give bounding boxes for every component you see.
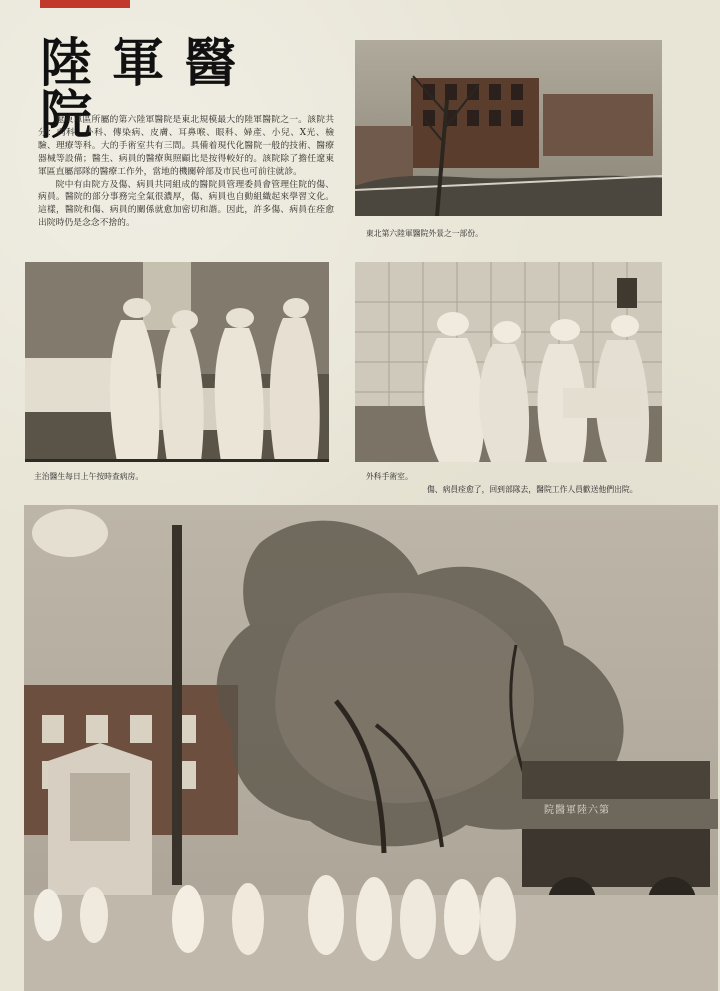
article-body xyxy=(38,114,334,230)
departure-ceremony-photo xyxy=(24,505,718,991)
truck-sign: 院醫軍陸六第 xyxy=(544,805,610,816)
paragraph-1: 遼東軍區所屬的第六陸軍醫院是東北規模最大的陸軍醫院之一。該院共分：內科、外科、傳染病、皮膚、耳鼻喉、眼科、婦產、小兒、X光、檢驗、理療等科。大的手術室共有三間。具備着現代化醫院一般的技術、醫療器械等設備；醫生、病員的醫療與照顧比是按得較好的。該院除了擔任遼東軍區直屬部隊的醫療工作外，當地的機關幹部及市民也可前往就診。 xyxy=(38,115,334,177)
surgery-room-photo xyxy=(355,262,662,462)
page-title: 陸軍醫院 xyxy=(40,33,257,146)
surgery-photo-caption: 外科手術室。 xyxy=(366,472,413,481)
ward-photo-caption: 主治醫生每日上午按時查病房。 xyxy=(34,472,144,481)
departure-photo-caption: 傷、病員痊愈了，回到部隊去，醫院工作人員歡送他們出院。 xyxy=(427,485,638,494)
paragraph-2: 院中有由院方及傷、病員共同組成的醫院員管理委員會管理住院的傷、病員。醫院的部分事務完全氣很濃厚，傷、病員也自動組織起來學習文化。這樣，醫院和傷、病員的關係就愈加密切和諧。因此，許多傷、病員在痊愈出院時仍是念念不捨的。 xyxy=(38,179,334,229)
exterior-photo-caption: 東北第六陸軍醫院外景之一部份。 xyxy=(366,229,483,238)
red-corner-mark xyxy=(40,0,130,8)
hospital-exterior-photo xyxy=(355,40,662,216)
ward-rounds-photo xyxy=(25,262,329,462)
